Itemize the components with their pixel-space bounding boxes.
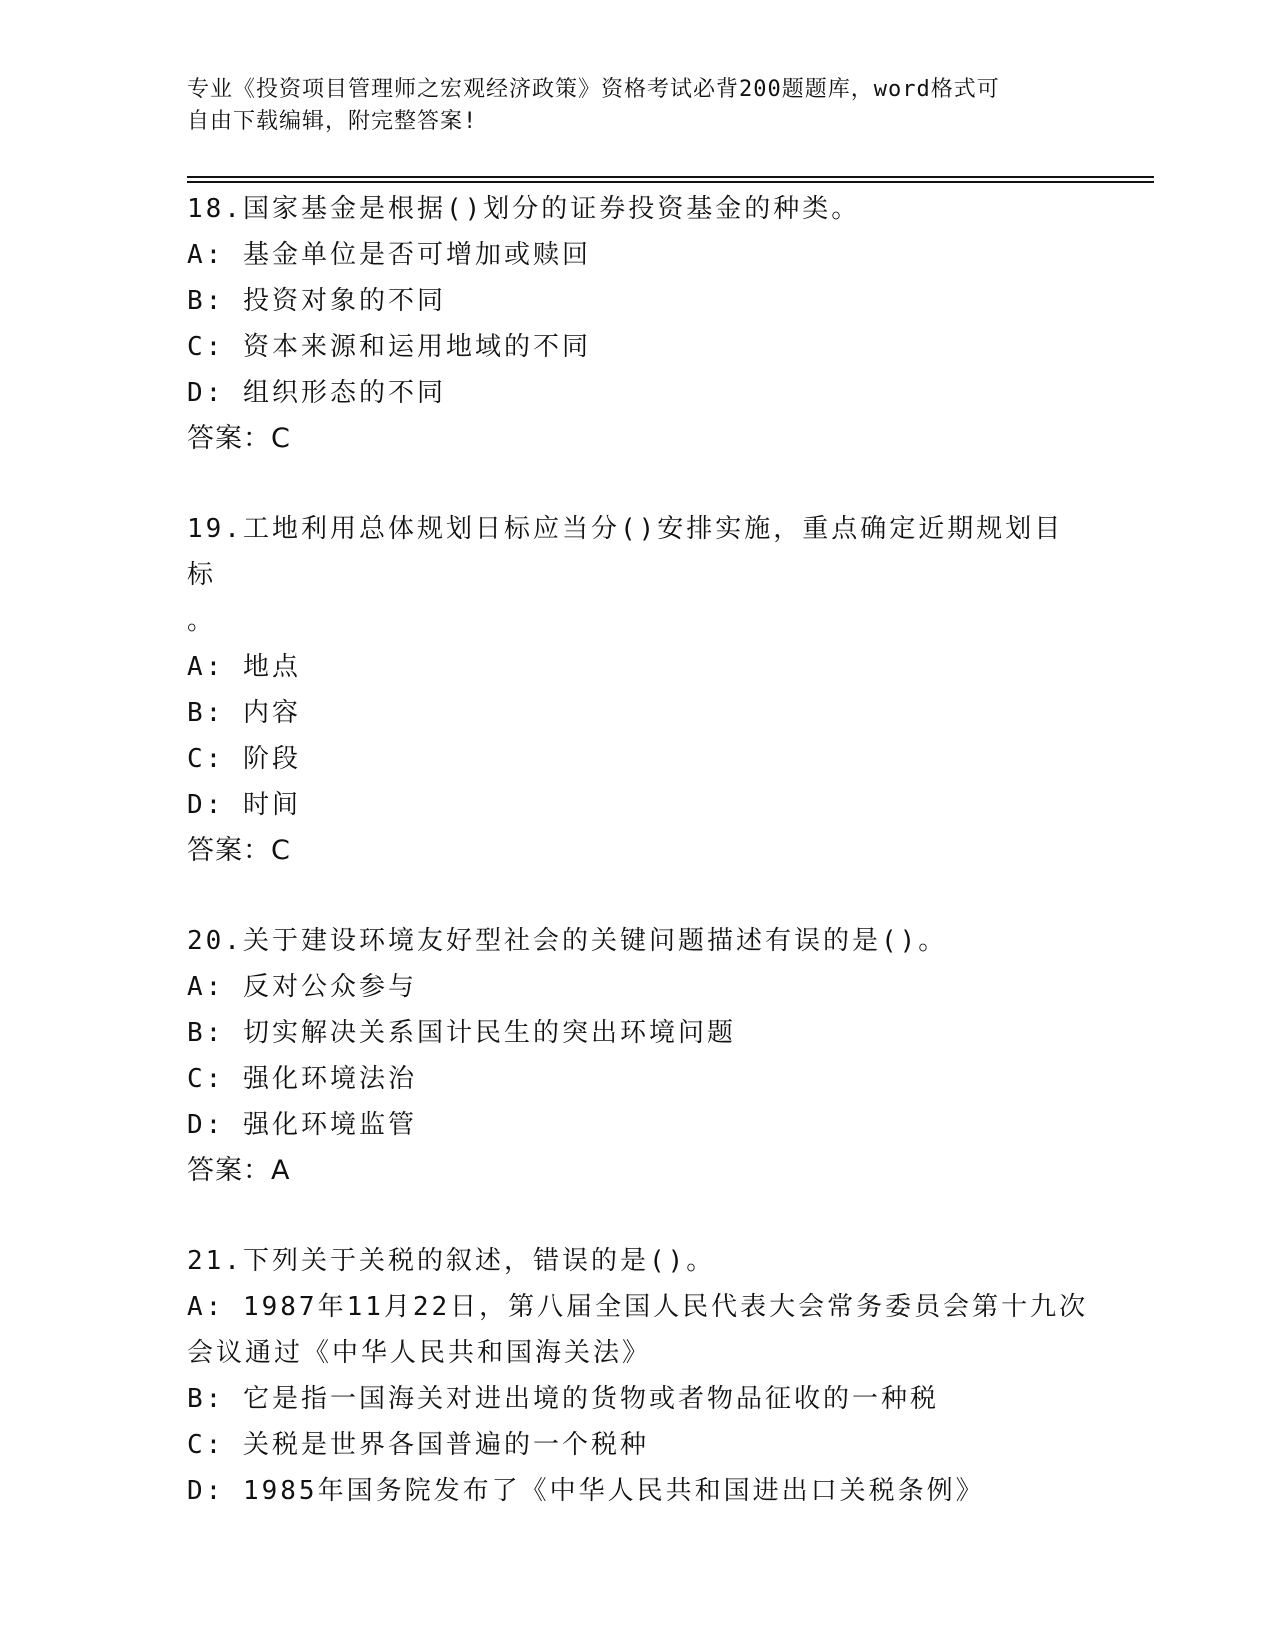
question-18 [187, 186, 1087, 462]
question-stem: 18.国家基金是根据()划分的证券投资基金的种类。 [187, 194, 861, 224]
option-d: D: 时间 [187, 790, 301, 820]
option-d: D: 1985年国务院发布了《中华人民共和国进出口关税条例》 [187, 1476, 985, 1506]
question-list [187, 186, 1087, 1558]
option-b: B: 内容 [187, 698, 301, 728]
answer-label: 答案：C [187, 835, 291, 866]
question-stem: 21.下列关于关税的叙述，错误的是()。 [187, 1246, 716, 1276]
question-stem-continuation: 。 [187, 606, 217, 636]
option-b: B: 投资对象的不同 [187, 286, 446, 316]
option-b: B: 它是指一国海关对进出境的货物或者物品征收的一种税 [187, 1384, 939, 1414]
option-c: C: 阶段 [187, 744, 301, 774]
document-header [187, 74, 1087, 138]
header-divider-top [187, 176, 1154, 178]
option-b: B: 切实解决关系国计民生的突出环境问题 [187, 1018, 736, 1048]
option-a: A: 地点 [187, 652, 301, 682]
option-a-continuation: 会议通过《中华人民共和国海关法》 [187, 1338, 652, 1368]
header-line-2: 自由下载编辑，附完整答案! [187, 109, 478, 134]
option-a: A: 基金单位是否可增加或赎回 [187, 240, 591, 270]
option-d: D: 强化环境监管 [187, 1110, 417, 1140]
question-stem: 19.工地利用总体规划日标应当分()安排实施，重点确定近期规划目标 [187, 514, 1064, 590]
question-stem: 20.关于建设环境友好型社会的关键问题描述有误的是()。 [187, 926, 948, 956]
answer-label: 答案：A [187, 1155, 291, 1186]
option-a: A: 反对公众参与 [187, 972, 417, 1002]
question-21 [187, 1238, 1087, 1514]
option-c: C: 资本来源和运用地域的不同 [187, 332, 591, 362]
header-divider-bottom [187, 181, 1154, 183]
question-20 [187, 918, 1087, 1194]
option-a: A: 1987年11月22日，第八届全国人民代表大会常务委员会第十九次 [187, 1292, 1089, 1322]
question-19 [187, 506, 1087, 874]
option-c: C: 强化环境法治 [187, 1064, 417, 1094]
option-d: D: 组织形态的不同 [187, 378, 446, 408]
option-c: C: 关税是世界各国普遍的一个税种 [187, 1430, 649, 1460]
header-line-1: 专业《投资项目管理师之宏观经济政策》资格考试必背200题题库，word格式可 [187, 77, 1000, 102]
answer-label: 答案：C [187, 423, 291, 454]
